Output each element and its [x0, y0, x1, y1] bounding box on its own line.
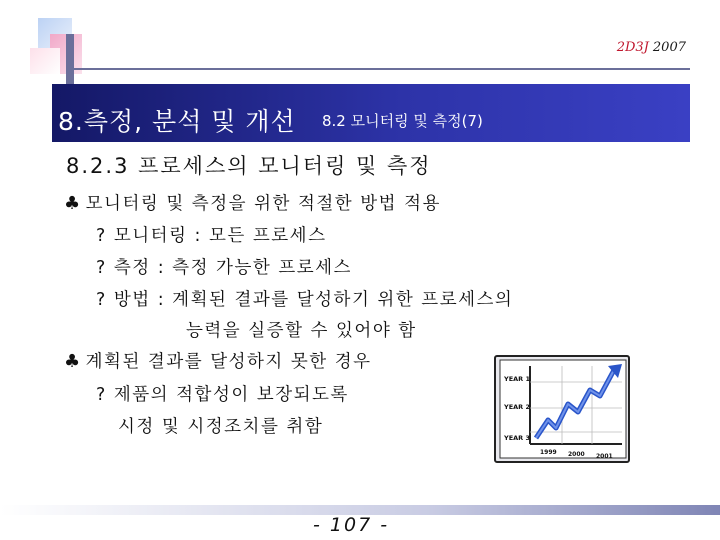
bullet-text-1: 모니터링 및 측정을 위한 적절한 방법 적용 [85, 194, 441, 214]
clipart-row-label: YEAR 3 [504, 434, 530, 442]
decor-square-light [30, 48, 60, 74]
list-item: ? 모니터링 : 모든 프로세스 [96, 226, 327, 246]
slide-title: 8.측정, 분석 및 개선 [58, 107, 296, 136]
bullet-text-2: 계획된 결과를 달성하지 못한 경우 [85, 352, 372, 372]
growth-chart-clipart [492, 352, 634, 466]
bullet-line-2 [64, 348, 372, 373]
clipart-col-label: 2001 [596, 453, 613, 460]
course-code: 2D3J [616, 40, 649, 55]
header-year: 2007 [652, 40, 686, 55]
title-band [52, 84, 690, 142]
list-item-continuation: 능력을 실증할 수 있어야 함 [186, 321, 417, 341]
bullet-line-1 [64, 190, 441, 215]
header-label [617, 40, 686, 55]
slide-subtitle: 8.2 모니터링 및 측정(7) [322, 112, 483, 130]
list-item: ? 방법 : 계획된 결과를 달성하기 위한 프로세스의 [96, 290, 514, 310]
club-bullet-icon: ♣ [64, 193, 82, 214]
list-item: ? 제품의 적합성이 보장되도록 [96, 385, 349, 405]
club-bullet-icon: ♣ [64, 351, 82, 372]
list-item: ? 측정 : 측정 가능한 프로세스 [96, 258, 352, 278]
clipart-row-label: YEAR 2 [504, 403, 530, 411]
list-item-continuation: 시정 및 시정조치를 취함 [118, 417, 324, 437]
clipart-row-label: YEAR 1 [504, 375, 530, 383]
section-title: 8.2.3 프로세스의 모니터링 및 측정 [66, 154, 432, 178]
clipart-col-label: 1999 [540, 449, 557, 456]
page-number: - 107 - [313, 514, 390, 536]
clipart-col-label: 2000 [568, 451, 585, 458]
header-rule [74, 68, 690, 70]
decor-vertical-bar [66, 34, 74, 86]
